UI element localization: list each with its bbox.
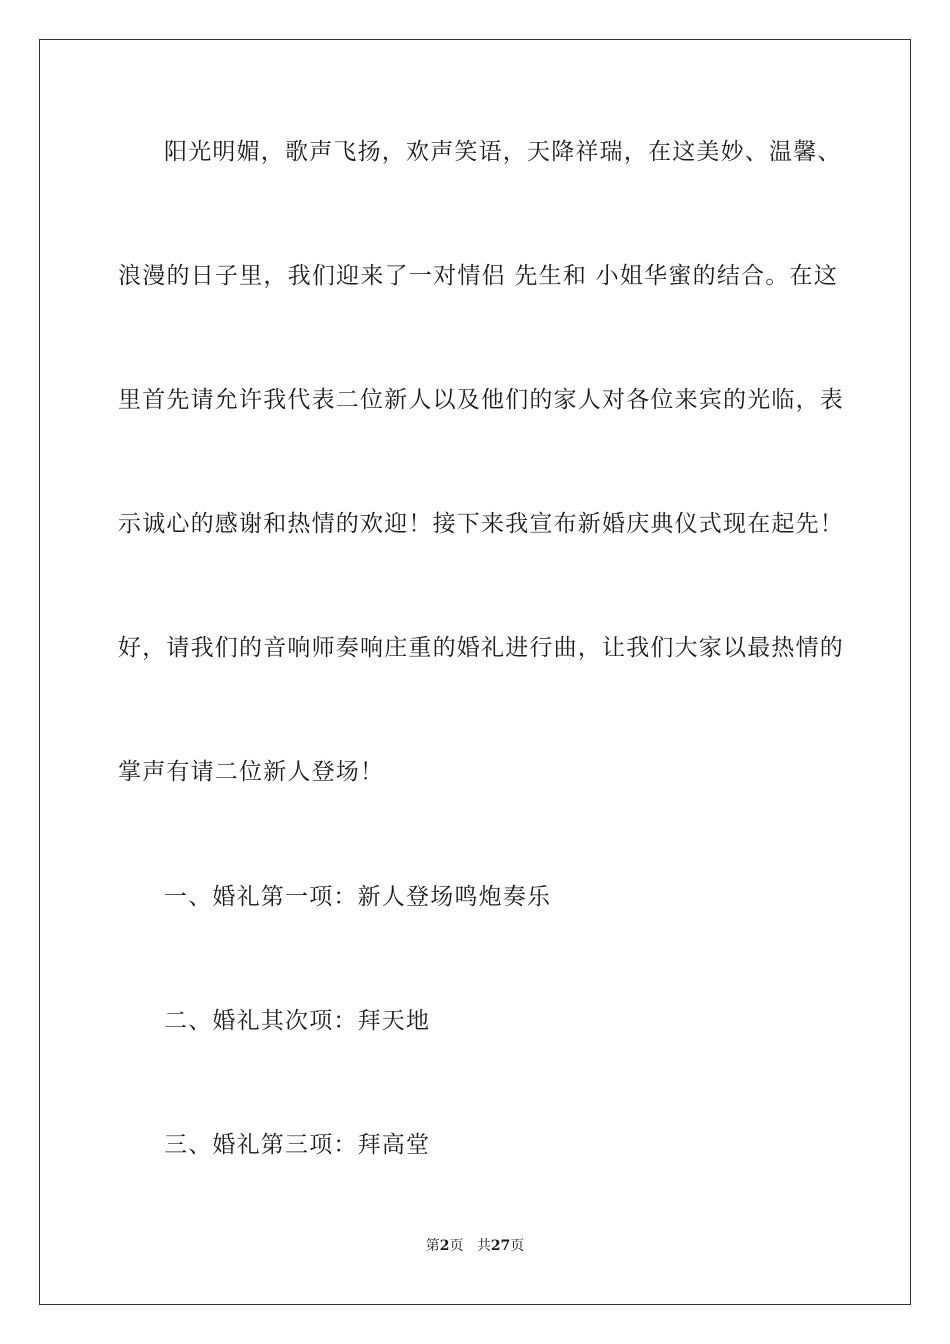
page-suffix: 页 [449, 1238, 464, 1254]
paragraph-line-4: 示诚心的感谢和热情的欢迎！接下来我宣布新婚庆典仪式现在起先！ [118, 511, 844, 537]
total-pages: 27 [490, 1238, 511, 1254]
total-prefix: 共 [476, 1238, 491, 1254]
paragraph-line-2: 浪漫的日子里，我们迎来了一对情侣 先生和 小姐华蜜的结合。在这 [118, 263, 838, 289]
page-prefix: 第 [425, 1238, 440, 1254]
document-page [39, 39, 911, 1305]
paragraph-line-6: 掌声有请二位新人登场！ [118, 759, 385, 785]
list-item-1: 一、婚礼第一项：新人登场鸣炮奏乐 [164, 884, 552, 910]
list-item-2: 二、婚礼其次项：拜天地 [164, 1008, 431, 1034]
list-item-3: 三、婚礼第三项：拜高堂 [164, 1132, 431, 1158]
paragraph-line-5: 好，请我们的音响师奏响庄重的婚礼进行曲，让我们大家以最热情的 [118, 635, 844, 661]
paragraph-line-3: 里首先请允许我代表二位新人以及他们的家人对各位来宾的光临，表 [118, 387, 844, 413]
page-number: 2 [439, 1238, 450, 1254]
page-footer [40, 1236, 910, 1256]
paragraph-line-1: 阳光明媚，歌声飞扬，欢声笑语，天降祥瑞，在这美妙、温馨、 [164, 139, 842, 165]
page-content [40, 40, 910, 1304]
total-suffix: 页 [510, 1238, 525, 1254]
